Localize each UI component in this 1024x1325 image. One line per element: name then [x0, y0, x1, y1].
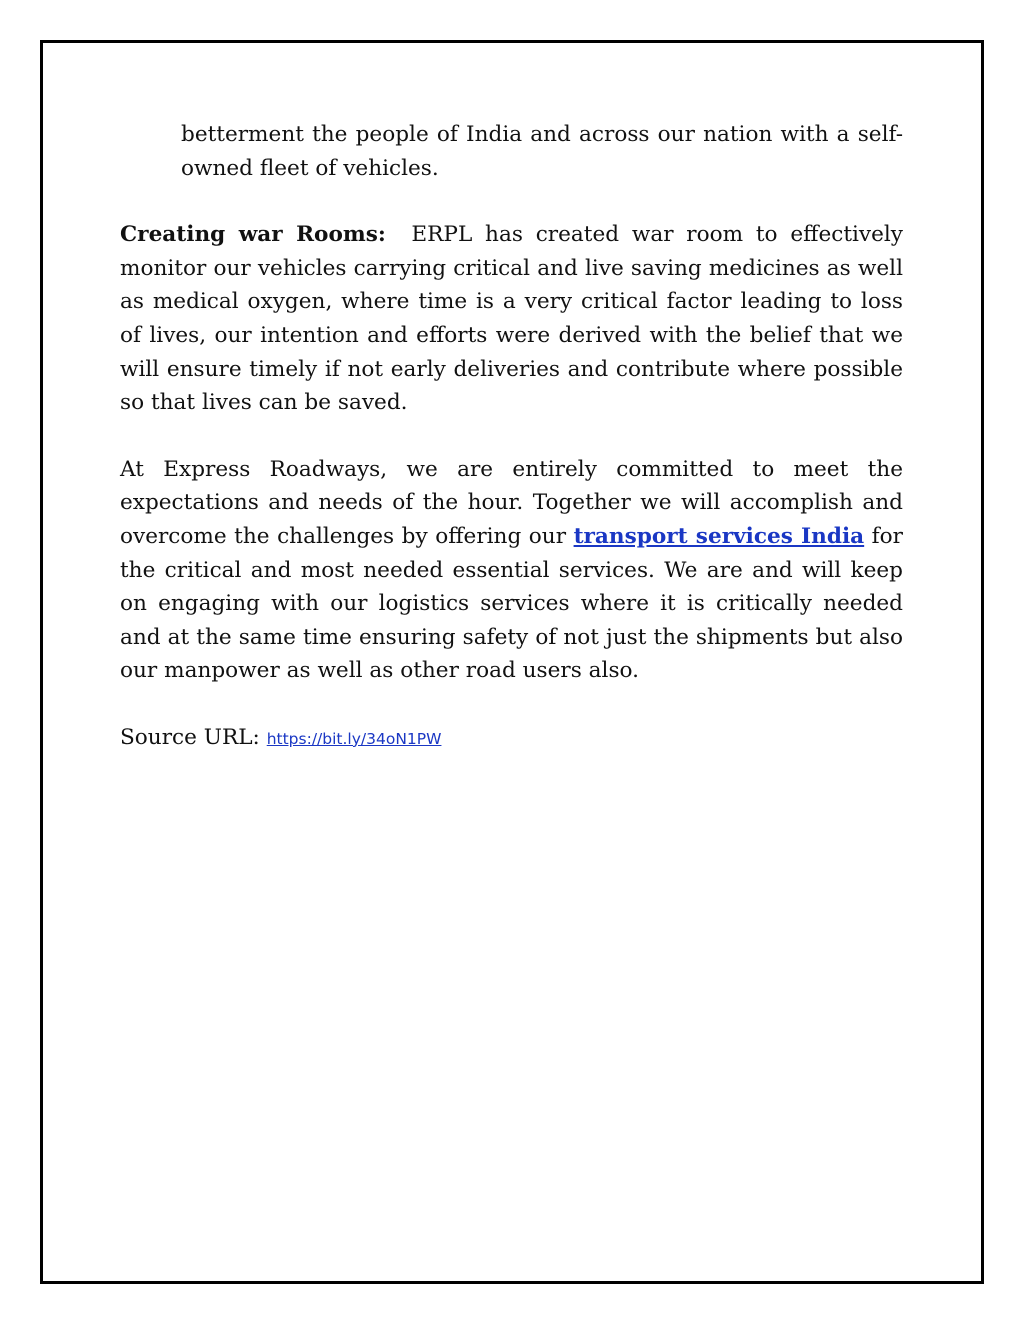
document-body: [120, 118, 903, 757]
intro-continuation-paragraph: [181, 118, 903, 185]
commitment-text-after-link: for the critical and most needed essential services. We are and will keep on engaging with our logistics services where it is critically needed and at the same time ensuring safety of not just the shipments but also our manpower as well as other road users also.: [120, 523, 903, 684]
source-label: Source URL:: [120, 724, 267, 750]
transport-services-link[interactable]: transport services India: [573, 523, 865, 549]
commitment-paragraph: [120, 453, 903, 688]
source-url-link[interactable]: https://bit.ly/34oN1PW: [266, 729, 442, 748]
commitment-text-before-link: At Express Roadways, we are entirely committed to meet the expectations and needs of the hour. Together we will accomplish and overcome the challenges by offering our: [120, 456, 903, 549]
war-rooms-paragraph: [120, 218, 903, 420]
intro-continuation-text: betterment the people of India and across our nation with a self-owned fleet of vehicles.: [181, 122, 903, 181]
war-rooms-body: ERPL has created war room to effectively monitor our vehicles carrying critical and live saving medicines as well as medical oxygen, where time is a very critical factor leading to loss of lives, our intention and efforts were derived with the belief that we will ensure timely if not early deliveries and contribute where possible so that lives can be saved.: [120, 222, 903, 416]
source-line: [120, 721, 903, 757]
war-rooms-heading: Creating war Rooms:: [120, 222, 386, 248]
